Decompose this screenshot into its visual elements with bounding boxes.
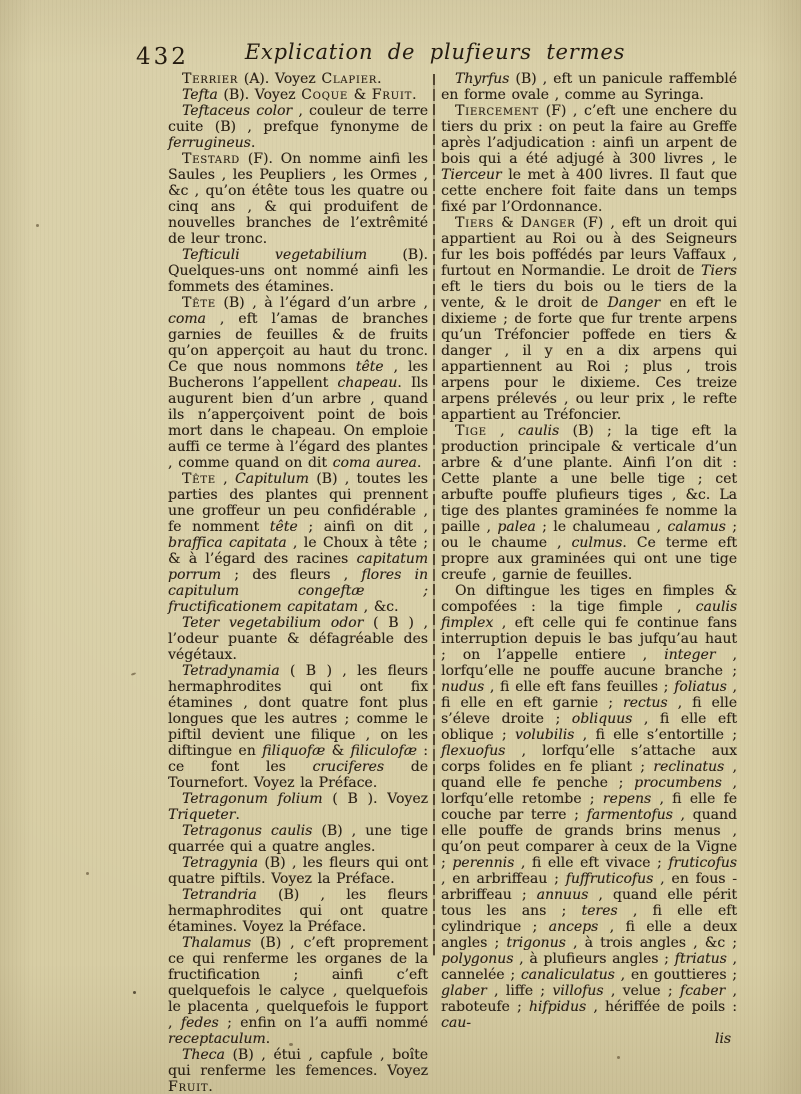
catchword: lis [714,1031,731,1047]
dictionary-entry: Theca (B) , étui , capfule , boîte qui renferme les femences. Voyez Fruit. [168,1047,428,1094]
dictionary-entry: Teter vegetabilium odor ( B ) , l’odeur puante & défagréable des végétaux. [168,615,428,663]
dictionary-entry: Tetrandria (B) , les fleurs hermaphrodites qui ont quatre étamines. Voyez la Préface. [168,887,428,935]
dictionary-entry: Testard (F). On nomme ainfi les Saules , les Peupliers , les Ormes , &c , qu’on étête tous les quatre ou cinq ans , & qui produifent de nouvelles branches de l’extrêmité de leur tronc. [168,151,428,247]
text-column-left [168,71,428,1094]
text-column-right [441,71,737,1047]
paper-speck [86,872,89,875]
page-number: 432 [136,44,189,70]
dictionary-entry: Tige , caulis (B) ; la tige eft la production principale & verticale d’un arbre & d’une plante. Ainfi l’on dit : Cette plante a une belle tige ; cet arbufte pouffe plufieurs tiges , &c. La tige des plantes graminées fe nomme la paille , palea ; le chalumeau , calamus ; ou le chaume , culmus. Ce terme eft propre aux graminées qui ont une tige creufe , garnie de feuilles. [441,423,738,583]
dictionary-entry: Terrier (A). Voyez Clapier. [182,71,382,87]
paper-speck [133,991,136,994]
paper-speck [617,1056,620,1059]
dictionary-entry: Thalamus (B) , c’eft proprement ce qui renferme les organes de la fructification ; ainfi c’eft quelquefois le calyce , quelquefois le placenta , quelquefois le fupport , fedes ; enfin on l’a auffi nommé receptaculum. [168,935,428,1047]
paper-speck [289,1043,293,1046]
dictionary-entry: Tête (B) , à l’égard d’un arbre , coma , eft l’amas de branches garnies de feuilles & de fruits qu’on apperçoit au haut du tronc. Ce que nous nommons tête , les Bucherons l’appellent chapeau. Ils augurent bien d’un arbre , quand ils n’apperçoivent point de bois mort dans le chapeau. On emploie auffi ce terme à l’égard des plantes , comme quand on dit coma aurea. [168,295,429,471]
dictionary-entry: Tetragynia (B) , les fleurs qui ont quatre piftils. Voyez la Préface. [168,855,428,887]
dictionary-entry: Tête , Capitulum (B) , toutes les parties des plantes qui prennent une groffeur un peu confidérable , fe nomment tête ; ainfi on dit , braffica capitata , le Choux à tête ; & à l’égard des racines capitatum porrum ; des fleurs , flores in capitulum congeftæ ; fructificationem capitatam , &c. [168,471,428,615]
dictionary-entry: On diftingue les tiges en fimples & compofées : la tige fimple , caulis fimplex , eft celle qui fe continue fans interruption depuis le bas jufqu’au haut ; on l’appelle entiere , integer , lorfqu’elle ne pouffe aucune branche ; nudus , fi elle eft fans feuilles ; foliatus , fi elle en eft garnie ; rectus , fi elle s’éleve droite ; obliquus , fi elle eft oblique ; volubilis , fi elle s’entortille ; flexuofus , lorfqu’elle s’attache aux corps folides en fe pliant ; reclinatus , quand elle fe penche ; procumbens , lorfqu’elle retombe ; repens , fi elle fe couche par terre ; farmentofus , quand elle pouffe de grands brins menus , qu’on peut comparer à ceux de la Vigne ; perennis , fi elle eft vivace ; fruticofus , en arbriffeau ; fuffruticofus , en fous - arbriffeau ; annuus , quand elle périt tous les ans ; teres , fi elle eft cylindrique ; anceps , fi elle a deux angles ; trigonus , à trois angles , &c ; polygonus , à plufieurs angles ; ftriatus , cannelée ; canaliculatus , en gouttieres ; glaber , liffe ; villofus , velue ; fcaber , raboteufe ; hifpidus , hériffée de poils : cau- [441,583,738,1031]
dictionary-entry: Tetragonum folium ( B ). Voyez Triqueter. [168,791,428,823]
dictionary-entry: Tiers & Danger (F) , eft un droit qui appartient au Roi ou à des Seigneurs fur les bois poffédés par leurs Vaffaux , furtout en Normandie. Le droit de Tiers eft le tiers du bois ou le tiers de la vente, & le droit de Danger en eft le dixieme ; de forte que fur trente arpens qu’un Tréfoncier poffede en tiers & danger , il y en a dix arpens qui appartiennent au Roi ; plus , trois arpens pour le dixieme. Ces treize arpens prélevés , ou leur prix , le refte appartient au Tréfoncier. [441,215,737,423]
dictionary-entry: Tefta (B). Voyez Coque & Fruit. [182,87,417,103]
dictionary-entry: Tetradynamia ( B ) , les fleurs hermaphrodites qui ont fix étamines , dont quatre font plus longues que les autres ; comme le piftil devient une filique , on les diftingue en filiquofæ & filiculofæ : ce font les cruciferes de Tournefort. Voyez la Préface. [168,663,429,791]
column-divider-rule [433,74,435,956]
paper-speck [131,672,136,676]
dictionary-entry: Teftaceus color , couleur de terre cuite (B) , prefque fynonyme de ferrugineus. [168,103,428,151]
paper-speck [36,224,39,227]
dictionary-entry: Tetragonus caulis (B) , une tige quarrée qui a quatre angles. [168,823,428,855]
dictionary-entry: Thyrfus (B) , eft un panicule raffemblé en forme ovale , comme au Syringa. [441,71,737,103]
dictionary-entry: Tefticuli vegetabilium (B). Quelques-uns ont nommé ainfi les fommets des étamines. [168,247,429,295]
running-header: Explication de plufieurs termes [244,40,626,64]
dictionary-entry: Tiercement (F) , c’eft une enchere du tiers du prix : on peut la faire au Greffe après l’adjudication : ainfi un arpent de bois qui a été adjugé à 300 livres , le Tierceur le met à 400 livres. Il faut que cette enchere foit faite dans un temps fixé par l’Ordonnance. [441,103,737,215]
